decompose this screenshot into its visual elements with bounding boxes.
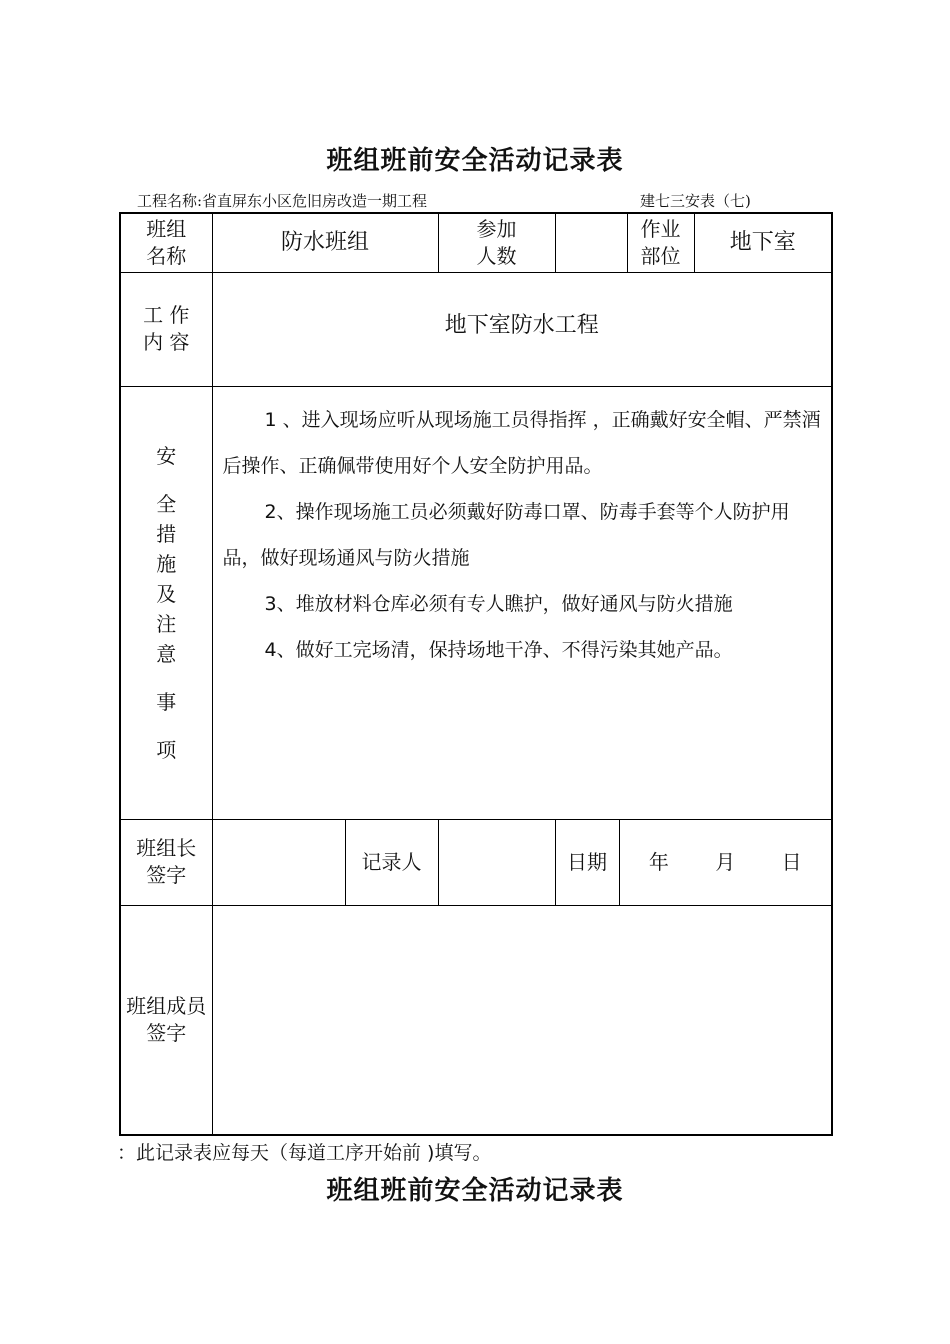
row-safety-measures [120,386,832,819]
row-work-content [120,272,832,386]
safety-measures-content[interactable] [212,386,832,819]
team-name-label: 班组名称 [120,213,212,272]
safety-label-text: 安 全 措 施 及 注 意 事 项 [156,443,177,762]
safety-item: 1 、进入现场应听从现场施工员得指挥 ，正确戴好安全帽、严禁酒后操作、正确佩带使用好个人安全防护用品。 [222,408,821,477]
participant-count-value[interactable] [555,213,627,272]
team-leader-signature[interactable] [212,819,345,905]
date-value[interactable]: 年 月 日 [619,819,832,905]
record-form [119,212,833,1136]
footnote: ：此记录表应每天（每道工序开始前 )填写。 [117,1142,492,1164]
safety-measures-label [120,386,212,819]
recorder-value[interactable] [438,819,555,905]
row-team-info [120,213,832,272]
page-title: 班组班前安全活动记录表 [326,146,624,176]
recorder-label: 记录人 [345,819,438,905]
participant-count-label: 参加人数 [438,213,555,272]
safety-item: 4、做好工完场清，保持场地干净、不得污染其她产品。 [264,638,733,661]
work-location-value[interactable]: 地下室 [694,213,832,272]
members-label: 班组成员签字 [120,905,212,1135]
row-member-signatures [120,905,832,1135]
safety-item: 3、堆放材料仓库必须有专人瞧护，做好通风与防火措施 [264,592,733,615]
row-signatures [120,819,832,905]
safety-item: 2、操作现场施工员必须戴好防毒口罩、防毒手套等个人防护用品，做好现场通风与防火措施 [222,500,790,569]
project-name: 工程名称:省直屏东小区危旧房改造一期工程 [137,192,428,210]
team-leader-label: 班组长签字 [120,819,212,905]
work-content-label: 工 作内 容 [120,272,212,386]
form-code: 建七三安表（七) [640,192,751,210]
team-name-value[interactable]: 防水班组 [212,213,438,272]
date-label: 日期 [555,819,619,905]
page-title-repeat: 班组班前安全活动记录表 [326,1176,624,1206]
members-signature-area[interactable] [212,905,832,1135]
work-content-value[interactable]: 地下室防水工程 [212,272,832,386]
work-location-label: 作业部位 [627,213,694,272]
